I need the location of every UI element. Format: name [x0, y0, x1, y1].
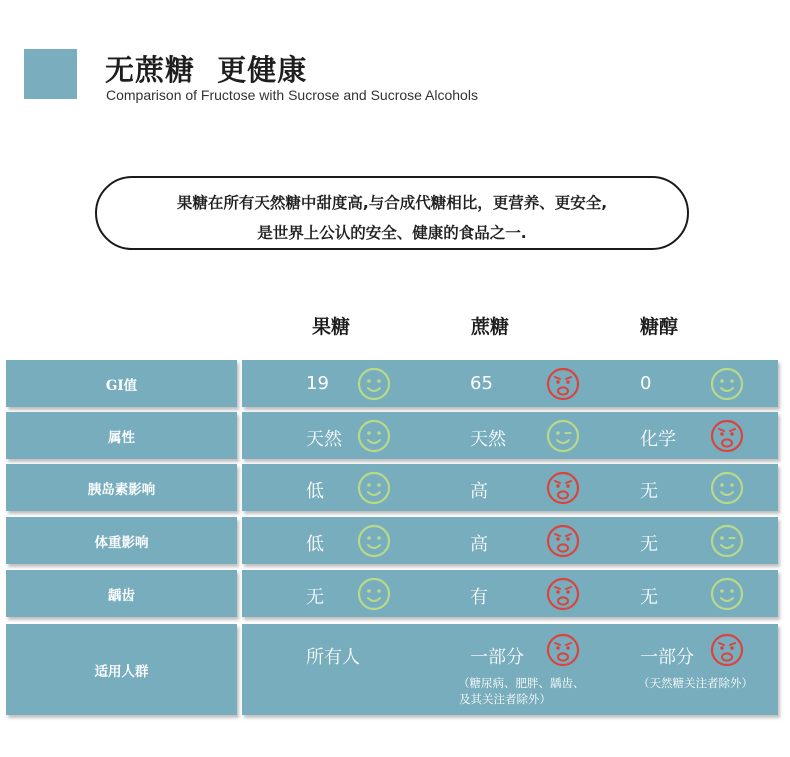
sad-face-icon — [546, 367, 580, 401]
table-row — [0, 464, 790, 511]
cell-value-fructose: 天然 — [306, 429, 342, 450]
cell-note-line-1: （天然糖关注者除外） — [638, 676, 753, 690]
cell-value-sucrose: 有 — [470, 587, 488, 608]
row-label: 适用人群 — [6, 624, 237, 715]
table-row — [0, 360, 790, 407]
happy-face-icon — [357, 471, 391, 505]
row-label: 胰岛素影响 — [6, 464, 237, 511]
cell-value-fructose: 低 — [306, 534, 324, 555]
row-label: 龋齿 — [6, 570, 237, 617]
sad-face-icon — [710, 633, 744, 667]
happy-face-icon — [710, 471, 744, 505]
table-row — [0, 517, 790, 564]
happy-face-icon — [357, 419, 391, 453]
cell-value-sugar-alcohol: 化学 — [640, 429, 676, 450]
header-accent-square — [24, 49, 77, 99]
cell-value-sucrose: 一部分 — [470, 647, 524, 668]
table-row — [0, 624, 790, 715]
wink-face-icon — [710, 524, 744, 558]
cell-value-sucrose: 天然 — [470, 429, 506, 450]
table-row — [0, 570, 790, 617]
cell-value-sugar-alcohol: 0 — [640, 373, 652, 394]
cell-value-sugar-alcohol: 无 — [640, 481, 658, 502]
page-subtitle: Comparison of Fructose with Sucrose and Sucrose Alcohols — [106, 87, 478, 103]
cell-note-line-2: 及其关注者除外） — [459, 692, 551, 706]
cell-value-sucrose: 高 — [470, 481, 488, 502]
callout-box — [95, 176, 689, 250]
happy-face-icon — [357, 577, 391, 611]
row-label: 体重影响 — [6, 517, 237, 564]
cell-value-sucrose: 65 — [470, 373, 493, 394]
row-label: 属性 — [6, 412, 237, 459]
column-header-sucrose: 蔗糖 — [470, 316, 509, 338]
cell-value-sugar-alcohol: 无 — [640, 534, 658, 555]
happy-face-icon — [710, 577, 744, 611]
row-label: GI值 — [6, 360, 237, 407]
sad-face-icon — [546, 524, 580, 558]
cell-note-line-1: （糖尿病、肥胖、龋齿、 — [458, 676, 585, 690]
page-title: 无蔗糖 更健康 — [105, 53, 308, 87]
sad-face-icon — [546, 471, 580, 505]
happy-face-icon — [710, 367, 744, 401]
column-header-sugar-alcohol: 糖醇 — [639, 316, 678, 338]
happy-face-icon — [357, 524, 391, 558]
wink-face-icon — [546, 419, 580, 453]
cell-value-fructose: 19 — [306, 373, 329, 394]
callout-line-2: 是世界上公认的安全、健康的食品之一. — [257, 224, 527, 242]
cell-value-fructose: 低 — [306, 481, 324, 502]
table-row — [0, 412, 790, 459]
column-header-fructose: 果糖 — [311, 316, 350, 338]
callout-line-1: 果糖在所有天然糖中甜度高,与合成代糖相比，更营养、更安全, — [176, 194, 608, 212]
sad-face-icon — [546, 633, 580, 667]
cell-value-sugar-alcohol: 一部分 — [640, 647, 694, 668]
happy-face-icon — [357, 367, 391, 401]
sad-face-icon — [546, 577, 580, 611]
sad-face-icon — [710, 419, 744, 453]
cell-value-fructose: 无 — [306, 587, 324, 608]
cell-value-sucrose: 高 — [470, 534, 488, 555]
cell-value-fructose: 所有人 — [306, 647, 360, 668]
cell-value-sugar-alcohol: 无 — [640, 587, 658, 608]
